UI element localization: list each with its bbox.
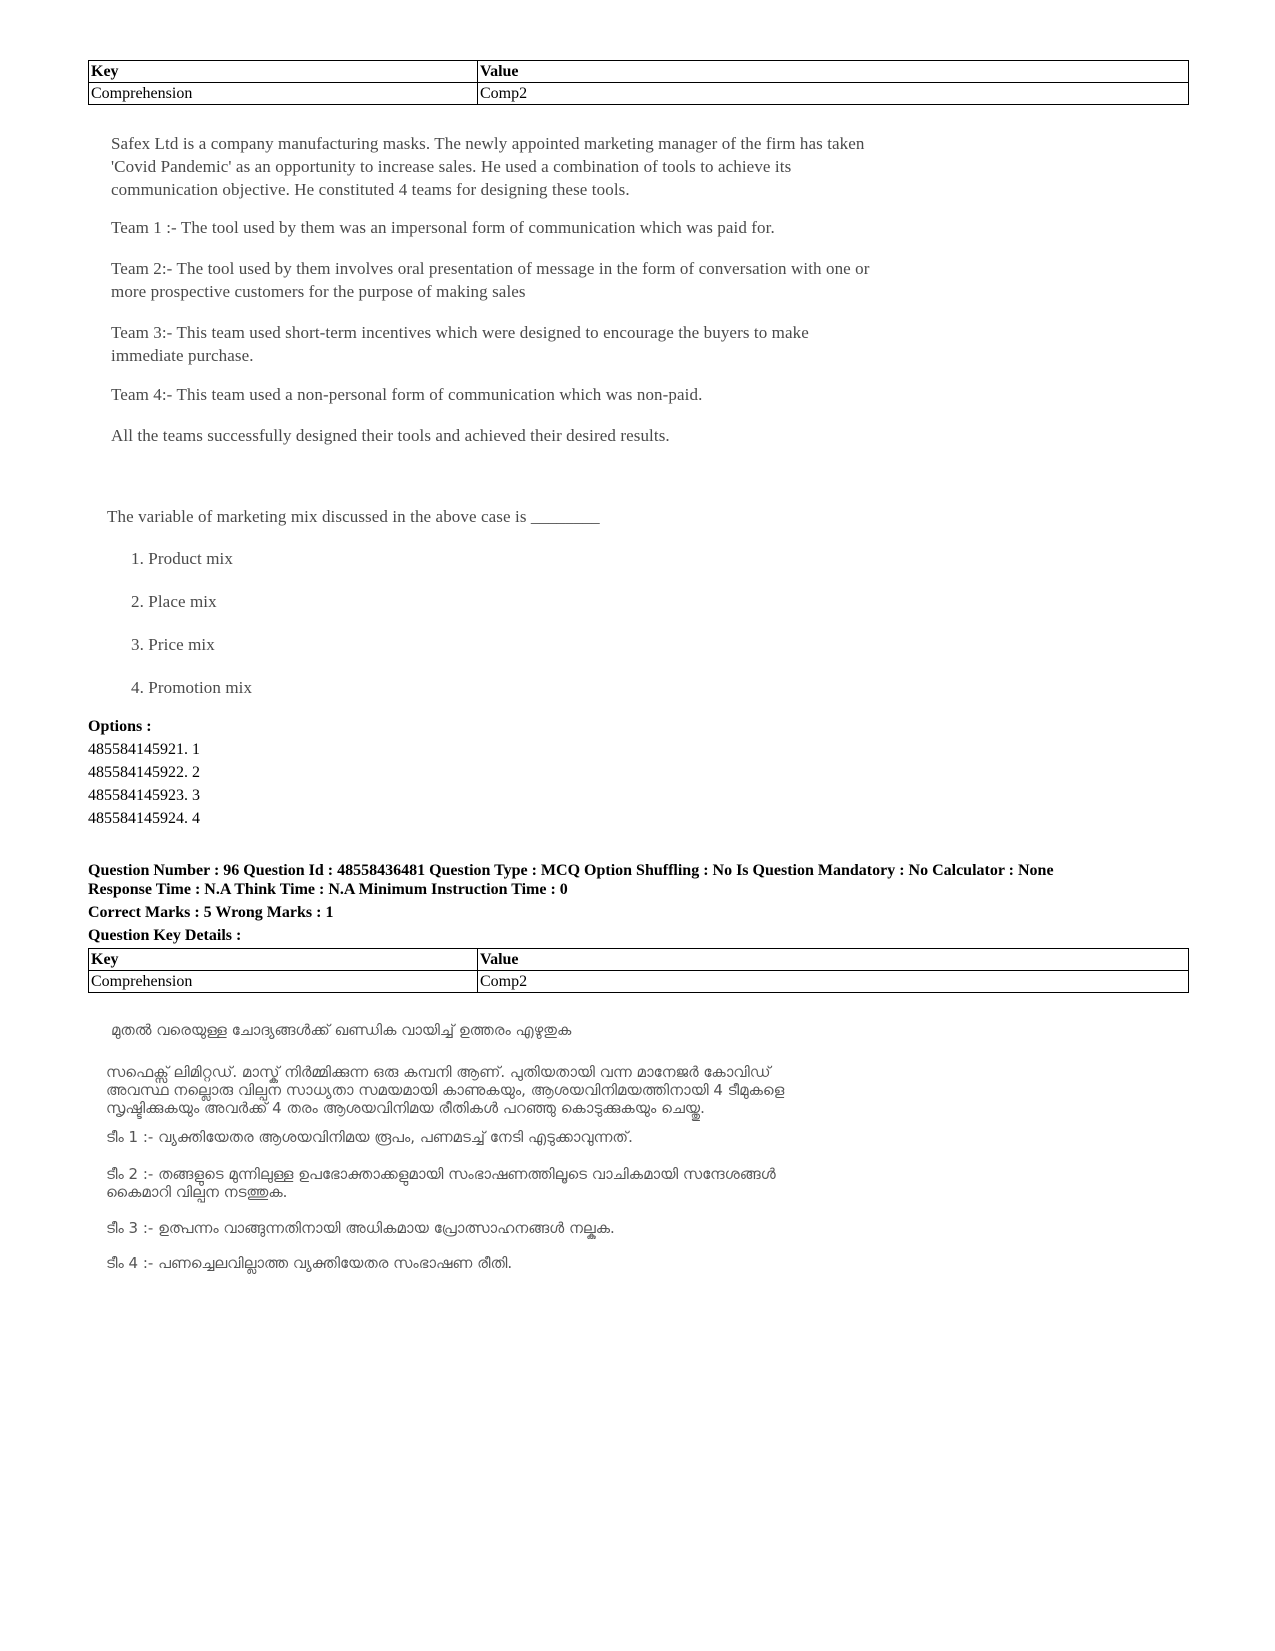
- question-key-table: [88, 60, 1189, 105]
- passage-line: കൈമാറി വില്പന നടത്തുക.: [106, 1183, 288, 1201]
- question-meta-line2: Response Time : N.A Think Time : N.A Minimum Instruction Time : 0: [88, 881, 568, 898]
- table-row: [89, 971, 1189, 993]
- passage-en-team3: [111, 321, 809, 367]
- passage-line: ടീം 2 :- തങ്ങളുടെ മുന്നിലുള്ള ഉപഭോക്താക്കളുമായി സംഭാഷണത്തിലൂടെ വാചികമായി സന്ദേശങ്ങൾ: [106, 1165, 776, 1183]
- question-choice: 4. Promotion mix: [131, 678, 253, 697]
- table-cell-value: Comp2: [478, 971, 1189, 993]
- passage-en-intro: [111, 132, 865, 201]
- passage-line: Safex Ltd is a company manufacturing masks. The newly appointed marketing manager of the firm has taken: [111, 134, 865, 153]
- question-choice: 3. Price mix: [131, 635, 215, 654]
- passage-en-team4: [111, 383, 702, 406]
- option-item: 485584145924. 4: [88, 810, 200, 827]
- passage-line: communication objective. He constituted 4 teams for designing these tools.: [111, 180, 630, 199]
- options-label: Options :: [88, 718, 152, 735]
- table-cell-key: Comprehension: [89, 971, 478, 993]
- table-row: [89, 83, 1189, 105]
- passage-line: more prospective customers for the purpose of making sales: [111, 282, 526, 301]
- passage-en-closing: [111, 424, 670, 447]
- passage-line: Team 2:- The tool used by them involves oral presentation of message in the form of conversation with one or: [111, 259, 870, 278]
- passage-line: സൃഷ്ടിക്കുകയും അവർക്ക് 4 തരം ആശയവിനിമയ രീതികൾ പറഞ്ഞു കൊടുക്കുകയും ചെയ്തു.: [106, 1099, 705, 1117]
- passage-ml-intro: [106, 1063, 784, 1117]
- passage-line: Team 4:- This team used a non-personal form of communication which was non-paid.: [111, 385, 703, 404]
- table-header-row: [89, 61, 1189, 83]
- question-key-table: [88, 948, 1189, 993]
- question-stem: The variable of marketing mix discussed in the above case is ________: [107, 507, 600, 526]
- table-header-value: Value: [478, 61, 1189, 83]
- table-header-key: Key: [89, 61, 478, 83]
- passage-en-team1: [111, 216, 775, 239]
- question-marks: Correct Marks : 5 Wrong Marks : 1: [88, 904, 334, 921]
- passage-ml-team1: ടീം 1 :- വ്യക്തിയേതര ആശയവിനിമയ രൂപം, പണമടച്ച് നേടി എടുക്കാവുന്നത്.: [106, 1128, 633, 1146]
- passage-ml-instruction: മുതൽ വരെയുള്ള ചോദ്യങ്ങൾക്ക് ഖണ്ഡിക വായിച്ച് ഉത്തരം എഴുതുക: [111, 1021, 572, 1039]
- passage-line: 'Covid Pandemic' as an opportunity to increase sales. He used a combination of tools to achieve its: [111, 157, 792, 176]
- question-key-details-label: Question Key Details :: [88, 927, 242, 944]
- passage-ml-team3: ടീം 3 :- ഉത്പന്നം വാങ്ങുന്നതിനായി അധികമായ പ്രോത്സാഹനങ്ങൾ നല്കുക.: [106, 1219, 615, 1237]
- option-item: 485584145922. 2: [88, 764, 200, 781]
- question-choice: 2. Place mix: [131, 592, 217, 611]
- passage-line: immediate purchase.: [111, 346, 254, 365]
- passage-line: All the teams successfully designed their tools and achieved their desired results.: [111, 426, 670, 445]
- passage-line: സഫെക്സ് ലിമിറ്റഡ്. മാസ്ക് നിർമ്മിക്കുന്ന ഒരു കമ്പനി ആണ്. പുതിയതായി വന്ന മാനേജർ കോവിഡ്: [106, 1063, 771, 1081]
- passage-ml-team4: ടീം 4 :- പണച്ചെലവില്ലാത്ത വ്യക്തിയേതര സംഭാഷണ രീതി.: [106, 1254, 513, 1272]
- passage-line: Team 3:- This team used short-term incentives which were designed to encourage the buyers to make: [111, 323, 809, 342]
- passage-en-team2: [111, 257, 870, 303]
- table-header-key: Key: [89, 949, 478, 971]
- passage-line: Team 1 :- The tool used by them was an impersonal form of communication which was paid for.: [111, 218, 775, 237]
- table-cell-value: Comp2: [478, 83, 1189, 105]
- question-choice: 1. Product mix: [131, 549, 233, 568]
- table-header-value: Value: [478, 949, 1189, 971]
- option-item: 485584145923. 3: [88, 787, 200, 804]
- table-header-row: [89, 949, 1189, 971]
- option-item: 485584145921. 1: [88, 741, 200, 758]
- question-meta-line1: Question Number : 96 Question Id : 48558436481 Question Type : MCQ Option Shuffling : No Is Question Mandatory : No Calculator : None: [88, 862, 1054, 879]
- passage-ml-team2: [106, 1165, 776, 1201]
- passage-line: അവസ്ഥ നല്ലൊരു വില്പന സാധ്യതാ സമയമായി കാണുകയും, ആശയവിനിമയത്തിനായി 4 ടീമുകളെ: [106, 1081, 785, 1099]
- table-cell-key: Comprehension: [89, 83, 478, 105]
